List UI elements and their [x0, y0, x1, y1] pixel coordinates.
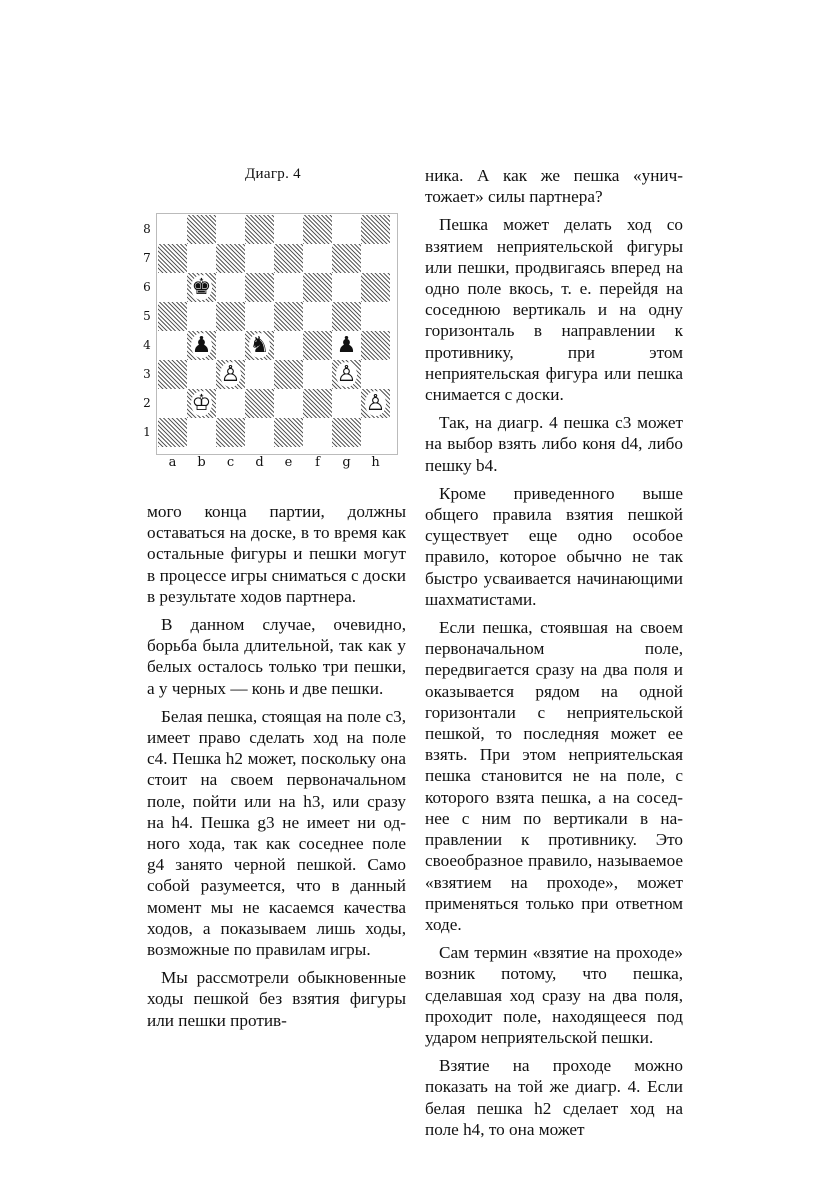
- square-b3: [187, 360, 216, 389]
- file-label-c: c: [226, 455, 235, 470]
- rank-label-4: 4: [143, 338, 151, 352]
- square-h3: [361, 360, 390, 389]
- square-c6: [216, 273, 245, 302]
- white-king-b2: ♔: [191, 391, 212, 416]
- white-pawn-c3: ♙: [220, 362, 241, 387]
- file-label-a: a: [168, 455, 177, 470]
- square-h4: [361, 331, 390, 360]
- paragraph: Мы рассмотрели обыкновенные ходы пешкой без взятия фигуры или пешки против-: [147, 968, 406, 1030]
- square-h6: [361, 273, 390, 302]
- square-d5: [245, 302, 274, 331]
- black-knight-d4: ♞: [249, 333, 270, 358]
- paragraph: Сам термин «взятие на проходе» возник потому, что пешка, сделавшая ход сразу на два поля, проходит поле, находящееся под ударом неприятельской пешки.: [425, 943, 683, 1047]
- square-e2: [274, 389, 303, 418]
- square-c7: [216, 244, 245, 273]
- file-label-b: b: [197, 455, 206, 470]
- chess-board: [158, 215, 390, 447]
- square-f4: [303, 331, 332, 360]
- square-e5: [274, 302, 303, 331]
- square-e6: [274, 273, 303, 302]
- paragraph: Белая пешка, стоящая на поле c3, имеет право сделать ход на поле c4. Пешка h2 может, поскольку она стоит на своем первоначальном поле, пойти или на h3, или сразу на h4. Пешка g3 не имеет ни одного хода, так как соседнее поле g4 занято черной пешкой. Само собой разумеется, что в данный момент мы не касаемся качества ходов, а показываем лишь ходы, возможные по правилам игры.: [147, 706, 406, 960]
- rank-label-2: 2: [143, 396, 151, 410]
- rank-label-7: 7: [143, 251, 151, 265]
- square-h1: [361, 418, 390, 447]
- square-f7: [303, 244, 332, 273]
- paragraph: Если пешка, стоявшая на своем первоначальном поле, передвигается сразу на два поля и оказывается рядом на одной горизонтали с неприятельской пешкой, то последняя может ее взять. При этом неприятельская пешка становится не на поле, с которого взята пешка, а на соседнее с ним по вертикали в направлении к противнику. Это своеобразное правило, называемое «взятием на проходе», может применяться только при ответном ходе.: [425, 618, 683, 934]
- square-c1: [216, 418, 245, 447]
- square-e3: [274, 360, 303, 389]
- square-d2: [245, 389, 274, 418]
- square-b8: [187, 215, 216, 244]
- file-label-f: f: [315, 455, 320, 470]
- rank-label-1: 1: [143, 425, 151, 439]
- square-h5: [361, 302, 390, 331]
- white-pawn-g3: ♙: [336, 362, 357, 387]
- square-g1: [332, 418, 361, 447]
- square-a4: [158, 331, 187, 360]
- rank-label-8: 8: [143, 222, 151, 236]
- square-a5: [158, 302, 187, 331]
- square-b1: [187, 418, 216, 447]
- square-e1: [274, 418, 303, 447]
- square-g6: [332, 273, 361, 302]
- rank-label-6: 6: [143, 280, 151, 294]
- file-label-e: e: [284, 455, 293, 470]
- square-g8: [332, 215, 361, 244]
- paragraph: Пешка может делать ход со взятием неприятельской фигуры или пешки, продвигаясь вперед на одно поле вкось, т. е. перейдя на соседнюю вертикаль и на одну горизонталь в направлении к противнику, при этом неприятельская фигура или пешка снимается с доски.: [425, 215, 683, 405]
- left-text-column: [147, 501, 406, 1038]
- square-c2: [216, 389, 245, 418]
- square-d3: [245, 360, 274, 389]
- square-c8: [216, 215, 245, 244]
- paragraph: Взятие на проходе можно показать на той же диагр. 4. Если белая пешка h2 сделает ход на поле h4, то она может: [425, 1056, 683, 1139]
- square-a6: [158, 273, 187, 302]
- square-c5: [216, 302, 245, 331]
- square-d1: [245, 418, 274, 447]
- chess-diagram: [136, 205, 406, 485]
- square-e4: [274, 331, 303, 360]
- square-g2: [332, 389, 361, 418]
- right-text-column: [425, 165, 683, 1147]
- diagram-caption: Диагр. 4: [245, 166, 301, 182]
- square-h7: [361, 244, 390, 273]
- square-g7: [332, 244, 361, 273]
- square-h8: [361, 215, 390, 244]
- white-pawn-h2: ♙: [365, 391, 386, 416]
- square-f6: [303, 273, 332, 302]
- paragraph: мого конца партии, должны оставаться на доске, в то время как остальные фигуры и пешки могут в процессе игры сниматься с доски в результате ходов партнера.: [147, 502, 406, 606]
- rank-label-5: 5: [143, 309, 151, 323]
- paragraph: Так, на диагр. 4 пешка c3 может на выбор взять либо коня d4, либо пешку b4.: [425, 413, 683, 475]
- square-b5: [187, 302, 216, 331]
- rank-label-3: 3: [143, 367, 151, 381]
- square-a2: [158, 389, 187, 418]
- square-a7: [158, 244, 187, 273]
- square-d8: [245, 215, 274, 244]
- square-f8: [303, 215, 332, 244]
- square-a8: [158, 215, 187, 244]
- paragraph: Кроме приведенного выше общего правила взятия пешкой существует еще одно особое правило, которое обычно не так быстро усваивается начинающими шахматистами.: [425, 483, 683, 609]
- file-label-h: h: [371, 455, 380, 470]
- square-c4: [216, 331, 245, 360]
- black-pawn-b4: ♟: [191, 333, 212, 358]
- file-label-g: g: [342, 455, 351, 470]
- square-e7: [274, 244, 303, 273]
- paragraph: В данном случае, очевидно, борьба была длительной, так как у белых осталось только три пешки, а у черных — конь и две пешки.: [147, 615, 406, 698]
- square-a3: [158, 360, 187, 389]
- square-a1: [158, 418, 187, 447]
- black-king-b6: ♚: [191, 275, 212, 300]
- file-label-d: d: [255, 455, 264, 470]
- square-b7: [187, 244, 216, 273]
- square-f5: [303, 302, 332, 331]
- square-d7: [245, 244, 274, 273]
- square-g5: [332, 302, 361, 331]
- square-f3: [303, 360, 332, 389]
- paragraph: ника. А как же пешка «уничтожает» силы партнера?: [425, 166, 683, 207]
- square-e8: [274, 215, 303, 244]
- square-f2: [303, 389, 332, 418]
- black-pawn-g4: ♟: [336, 333, 357, 358]
- square-d6: [245, 273, 274, 302]
- square-f1: [303, 418, 332, 447]
